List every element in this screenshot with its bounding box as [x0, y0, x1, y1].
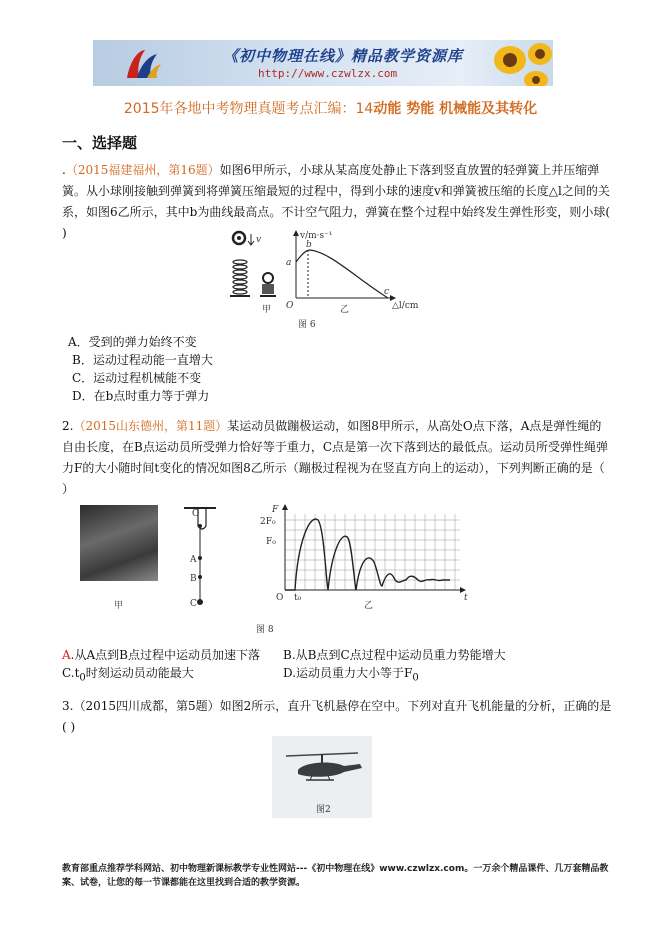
figure-6-caption: 图 6: [298, 320, 316, 330]
compressed-spring-icon: [260, 273, 276, 296]
label-yi: 乙: [340, 305, 350, 315]
point-a: A: [190, 555, 197, 565]
header-banner: [93, 40, 553, 86]
point-c: C: [190, 599, 197, 609]
axis-v-label: v/m·s⁻¹: [300, 231, 333, 241]
point-b: b: [306, 240, 312, 250]
question-1-source: （2015福建福州，第16题）: [65, 163, 220, 177]
axis-l-label: △l/cm: [392, 301, 419, 311]
point-b: B: [190, 574, 197, 584]
question-2-source: （2015山东德州，第11题）: [73, 419, 228, 433]
point-o: O: [192, 509, 200, 519]
question-3: [62, 696, 612, 738]
label-jia: 甲: [262, 305, 272, 315]
q2-option-c[interactable]: [62, 664, 194, 683]
figure-6: [226, 228, 426, 332]
sunflower-icon: [488, 40, 553, 86]
question-3-number: 3.: [62, 699, 74, 713]
question-3-source: （2015四川成都，第5题）: [73, 699, 220, 713]
q2-option-c-rest: 时刻运动员动能最大: [85, 666, 194, 680]
document-title-plain: 2015年各地中考物理真题考点汇编：14: [123, 101, 374, 117]
q2-option-a-letter: A: [62, 648, 71, 662]
figure-8: [80, 500, 470, 640]
document-title-bold: 动能 势能 机械能及其转化: [373, 101, 538, 117]
question-2: [62, 416, 612, 500]
question-2-text: 某运动员做蹦极运动，如图8甲所示，从高处O点下落，A点是弹性绳的自由长度，在B点运动员所受弹力恰好等于重力，C点是第一次下落到达的最低点。运动员所受弹性绳弹力F的大小随时间t变化的情况如图8乙所示（蹦极过程视为在竖直方向上的运动），下列判断正确的是（ ）: [62, 419, 609, 496]
tick-t0: t₀: [294, 593, 302, 603]
point-a: a: [286, 258, 292, 268]
helicopter-figure: [272, 736, 372, 818]
q2-option-a[interactable]: [62, 646, 260, 663]
label-jia: 甲: [114, 601, 124, 611]
q2-option-a-text: .从A点到B点过程中运动员加速下落: [70, 648, 260, 662]
q1-option-b[interactable]: B．运动过程动能一直增大: [72, 353, 213, 367]
page-footer: 教育部重点推荐学科网站、初中物理新课标教学专业性网站---《初中物理在线》www.czwlzx.com。一万余个精品课件、几万套精品教案、试卷，让您的每一节课都能在这里找到合适的教学资源。: [62, 864, 609, 888]
q2-option-b[interactable]: B.从B点到C点过程中运动员重力势能增大: [283, 648, 506, 662]
q1-option-d[interactable]: D．在b点时重力等于弹力: [72, 389, 210, 403]
q2-option-c-prefix: C.t: [62, 666, 80, 680]
logo-icon: [123, 46, 163, 82]
question-1-text: 如图6甲所示，小球从某高度处静止下落到竖直放置的轻弹簧上并压缩弹簧。从小球刚接触到弹簧到将弹簧压缩最短的过程中，得到小球的速度v和弹簧被压缩的长度△l之间的关系，如图6乙所示，其中b为曲线最高点。不计空气阻力，弹簧在整个过程中始终发生弹性形变，则小球( ): [62, 163, 611, 240]
point-c: c: [384, 287, 390, 297]
figure-8-caption: 图 8: [256, 625, 274, 635]
origin-label: O: [286, 301, 294, 311]
q2-option-d[interactable]: [283, 664, 419, 683]
question-2-number: 2.: [62, 419, 74, 433]
q1-option-a[interactable]: A．受到的弹力始终不变: [68, 335, 197, 349]
origin-label: O: [276, 593, 284, 603]
helicopter-icon: [272, 736, 372, 818]
question-3-text: 如图2所示，直升飞机悬停在空中。下列对直升飞机能量的分析，正确的是( ): [62, 699, 612, 734]
axis-f-label: F: [272, 505, 279, 515]
figure-2-caption: 图2: [316, 805, 331, 815]
q2-option-d-sub: 0: [412, 672, 419, 684]
question-1-number: .: [62, 163, 66, 177]
document-title: [0, 98, 661, 118]
banner-url[interactable]: http://www.czwlzx.com: [258, 67, 398, 80]
section-heading: 一、选择题: [62, 134, 138, 152]
tick-2f0: 2F₀: [260, 517, 276, 527]
q2-option-d-prefix: D.运动员重力大小等于F: [283, 666, 413, 680]
label-yi: 乙: [364, 601, 374, 611]
spring-icon: [233, 260, 247, 294]
banner-title: 《初中物理在线》精品教学资源库: [223, 47, 464, 65]
tick-f0: F₀: [266, 537, 276, 547]
svg-text:v: v: [256, 235, 262, 245]
q1-option-c[interactable]: C．运动过程机械能不变: [72, 371, 202, 385]
q2-option-c-sub: 0: [79, 672, 86, 684]
axis-t-label: t: [464, 593, 468, 603]
